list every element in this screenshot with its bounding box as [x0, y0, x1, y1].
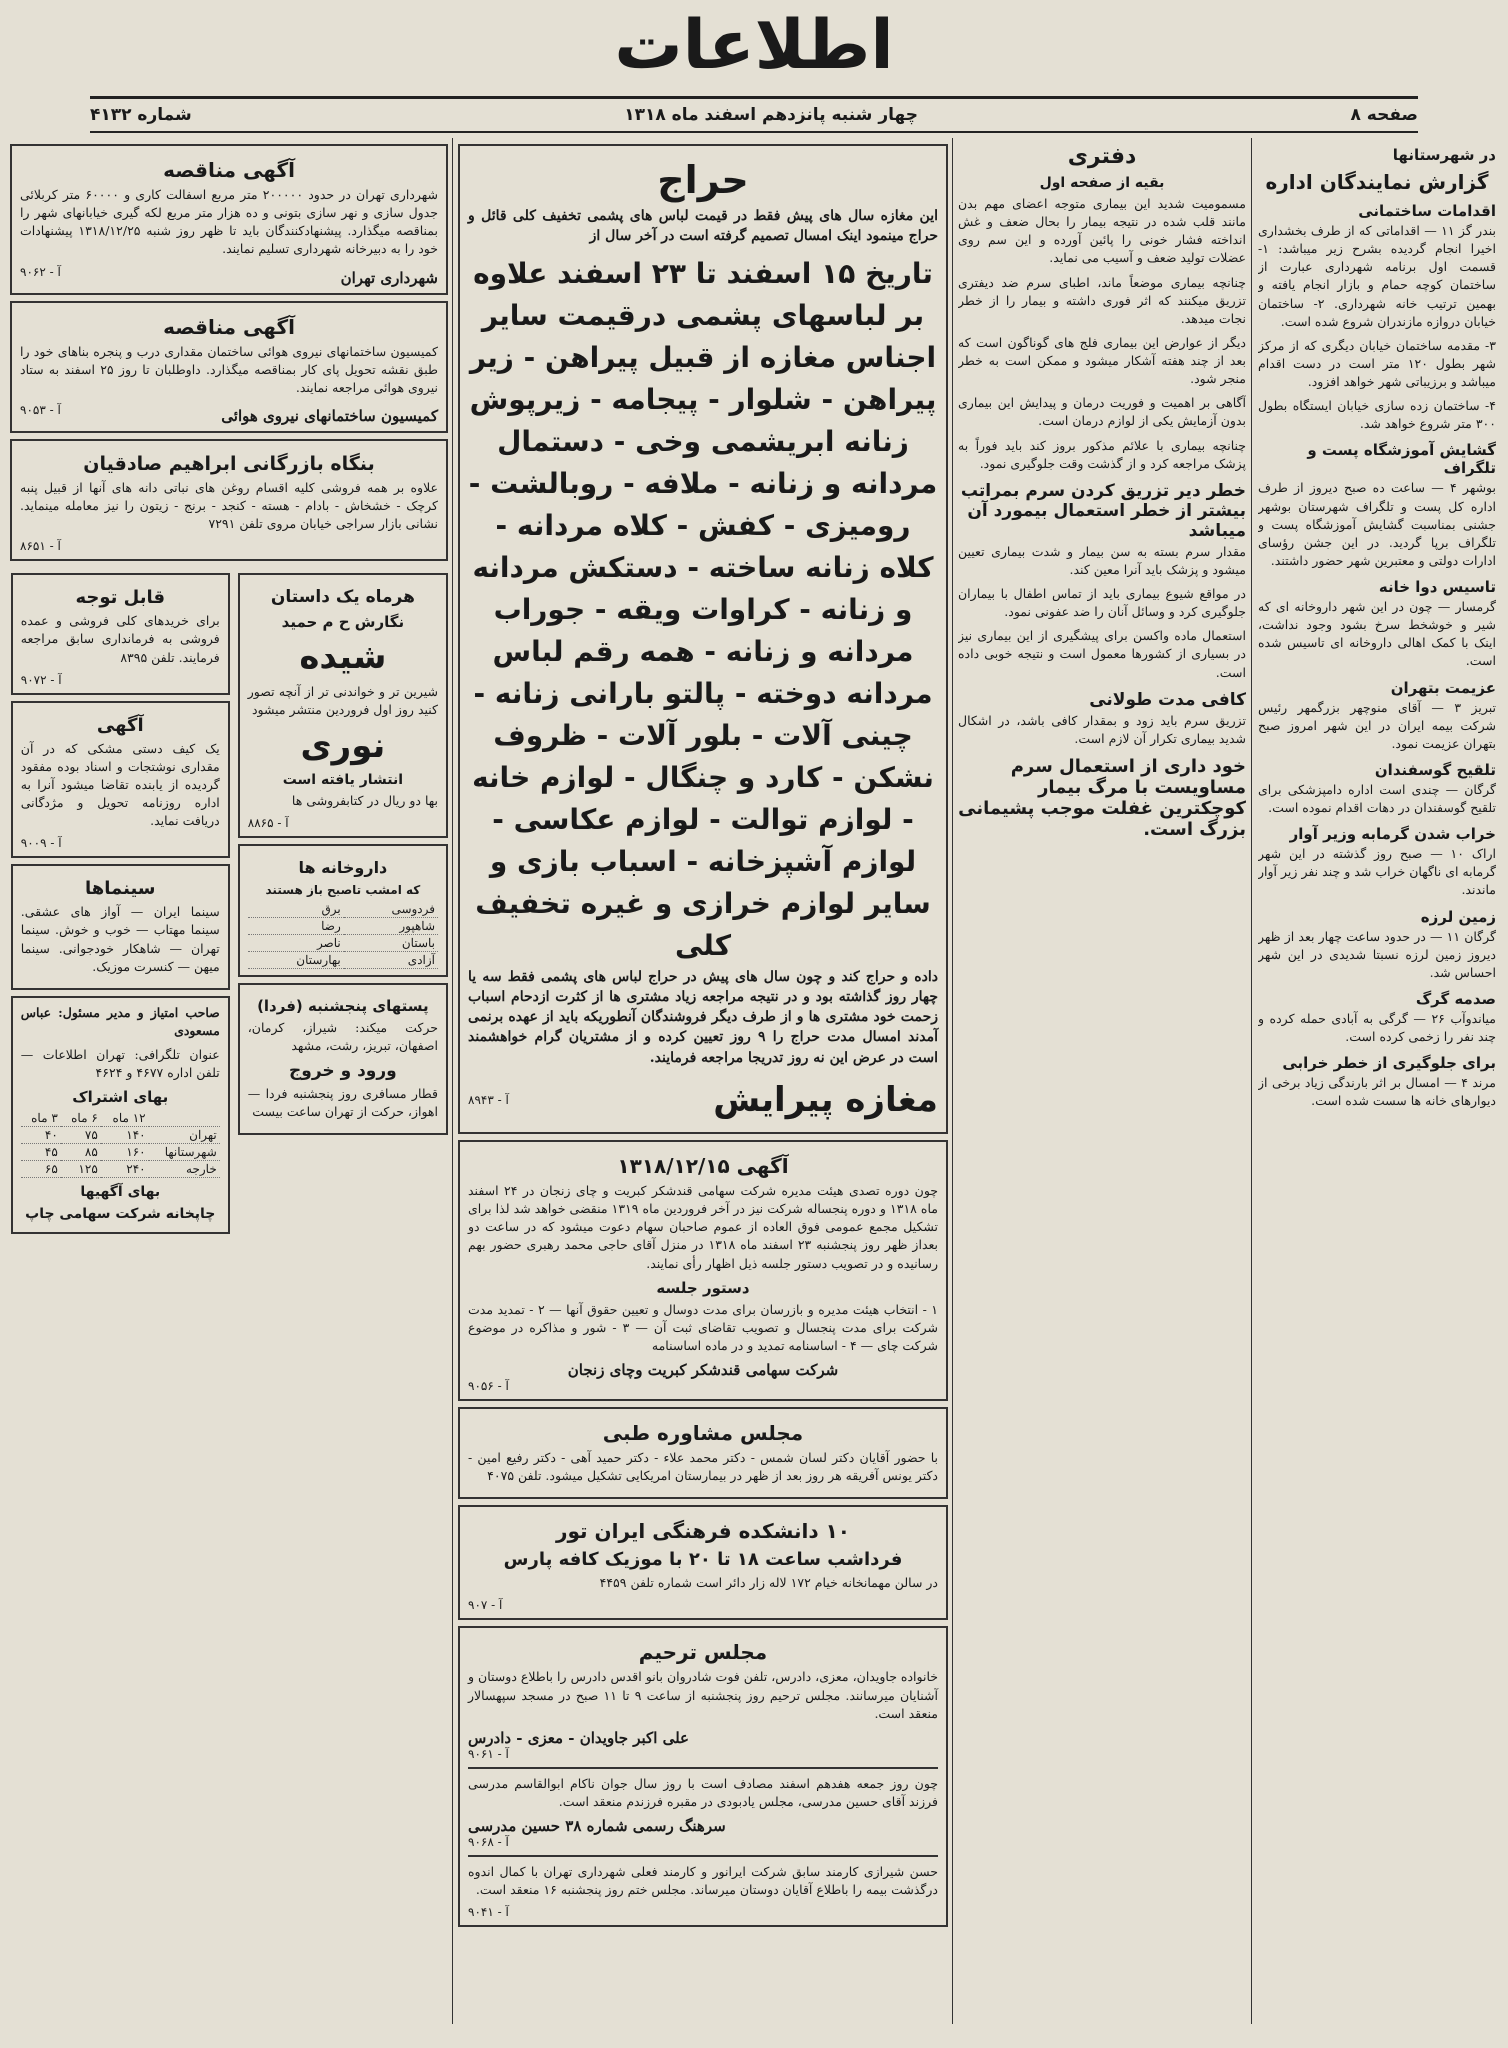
mourning-text: چون روز جمعه هفدهم اسفند مصادف است با روز سال جوان ناکام ابوالقاسم مدرسی فرزند آقای حسین مدرسی، مجلس یادبودی در مقبره فرزندم منعقد است.	[468, 1775, 938, 1809]
dance-title: ۱۰ دانشکده فرهنگی ایران تور	[556, 1519, 850, 1544]
sale-advertisement	[458, 144, 948, 1134]
newspaper-logo: اطلاعات	[614, 6, 894, 85]
column-rule	[952, 138, 953, 2024]
tender-signature: کمیسیون ساختمانهای نیروی هوائی	[221, 406, 438, 425]
book-author: نگارش ح م حمید	[281, 613, 405, 632]
divider	[468, 1855, 938, 1857]
tender-notice-airforce	[10, 301, 448, 433]
mourning-title: مجلس ترحیم	[638, 1640, 768, 1665]
column-rule	[1251, 138, 1252, 2024]
arrivals-text: قطار مسافری روز پنجشنبه فردا — اهواز، حرکت از تهران ساعت بیست	[247, 1085, 438, 1119]
mourning-signature: علی اکبر جاویدان - معزی - دادرس	[468, 1728, 690, 1747]
book-ad	[238, 573, 448, 837]
article-text: مقدار سرم بسته به سن بیمار و شدت بیماری تعیین میشود و پزشک باید آنرا معین کند.	[958, 543, 1246, 577]
table-cell: خارجه	[149, 1161, 220, 1178]
table-header: ۶ ماه	[61, 1110, 101, 1127]
article-text: گرگان ۱۱ — در حدود ساعت چهار بعد از ظهر دیروز زمین لرزه نسبتا شدیدی در این شهر احساس شد.	[1258, 928, 1496, 980]
table-cell: ۴۵	[21, 1144, 61, 1161]
cinema-listings	[11, 864, 230, 990]
tender-text: شهرداری تهران در حدود ۲۰۰۰۰۰ متر مربع اسفالت کاری و ۶۰۰۰۰ متر کربلائی جدول سازی و نهر سازی بتونی و ده هزار متر مربع لکه گیری خیابانهای شهر را بمناقصه میگذارد. پیشنهادکنندگان باید تا ظهر روز شنبه ۱۳۱۸/۱۲/۲۵ پیشنهادات خود را به دبیرخانه شهرداری تسلیم نمایند.	[20, 187, 438, 257]
subheading: خراب شدن گرمابه وزیر آوار	[1289, 825, 1496, 844]
ad-number: آ - ۹۰۵۳	[20, 402, 61, 417]
table-row	[248, 901, 438, 918]
ad-number: آ - ۹۰۶۸	[468, 1835, 509, 1850]
column-diphtheria	[958, 138, 1246, 2024]
medical-text: با حضور آقایان دکتر لسان شمس - دکتر محمد علاء - دکتر حمید آهی - دکتر رفیع امین - دکتر یونس آفریقه هر روز بعد از ظهر در بیمارستان امریکایی تشکیل میشود. تلفن ۴۰۷۵	[468, 1450, 938, 1484]
agenda-title: دستور جلسه	[656, 1278, 750, 1297]
book-desc: شیرین تر و خواندنی تر از آنچه تصور کنید روز اول فروردین منتشر میشود	[247, 684, 438, 718]
printer-name: چاپخانه شرکت سهامی چاپ	[25, 1206, 216, 1223]
article-text: اراک ۱۰ — صبح روز گذشته در این شهر گرمابه ای ناگهان خراب شد و چند نفر زیر آوار ماندند.	[1258, 846, 1496, 898]
table-row	[248, 917, 438, 934]
publisher-name: صاحب امتیاز و مدیر مسئول: عباس مسعودی	[20, 1004, 220, 1038]
pharmacy-name: فردوسی	[344, 901, 438, 918]
mourning-ad	[458, 1626, 948, 1927]
pharmacy-name: شاهپور	[344, 917, 438, 934]
notice-text: برای خریدهای کلی فروشی و عمده فروشی به فرمانداری سابق مراجعه فرمایند. تلفن ۸۳۹۵	[20, 613, 220, 665]
dateline	[90, 96, 1418, 133]
publisher-info	[11, 996, 230, 1235]
dance-time: فرداشب ساعت ۱۸ تا ۲۰ با موزیک کافه پارس	[503, 1549, 903, 1571]
mourning-signature: سرهنگ رسمی شماره ۳۸ حسین مدرسی	[468, 1817, 726, 1836]
article-text: تزریق سرم باید زود و بمقدار کافی باشد، در اشکال شدید بیماری تکرار آن لازم است.	[958, 712, 1246, 746]
subheading: عزیمت بتهران	[1390, 678, 1496, 697]
pharmacy-name: آزادی	[344, 951, 438, 968]
book-published: انتشار یافته است	[282, 771, 404, 788]
pharmacy-name: بهارستان	[248, 951, 344, 968]
article-text: میاندوآب ۲۶ — گرگی به آبادی حمله کرده و چند نفر را زخمی کرده است.	[1258, 1010, 1496, 1044]
subheading: برای جلوگیری از خطر خرابی	[1282, 1054, 1496, 1073]
table-cell: ۶۵	[21, 1161, 61, 1178]
ad-number: آ - ۹۰۷۲	[20, 672, 62, 687]
article-text: تبریز ۳ — آقای منوچهر بزرگمهر رئیس شرکت بیمه ایران در این شهر امروز صبح بتهران عزیمت نمود.	[1258, 699, 1496, 751]
book-title: نوری	[300, 725, 386, 766]
post-text: حرکت میکند: شیراز، کرمان، اصفهان، تبریز، رشت، مشهد	[247, 1019, 438, 1053]
bold-callout: خطر دیر تزریق کردن سرم بمراتب بیشتر از خطر استعمال بیمورد آن میباشد	[960, 480, 1246, 541]
masthead	[0, 0, 1508, 92]
table-header: ۳ ماه	[21, 1110, 61, 1127]
ad-number: آ - ۸۸۶۵	[247, 815, 289, 830]
article-text: گرگان — چندی است اداره دامپزشکی برای تلقیح گوسفندان در دهات اقدام نموده است.	[1258, 781, 1496, 815]
tender-title: آگهی مناقصه	[163, 314, 295, 339]
arrivals-title: ورود و خروج	[289, 1060, 397, 1081]
column-heading: گزارش نمایندگان اداره	[1265, 170, 1489, 194]
table-row	[21, 1110, 220, 1127]
medical-council-ad	[458, 1407, 948, 1499]
article-text: ۴- ساختمان زده سازی خیابان ایستگاه بطول ۳۰۰ متر شروع خواهد شد.	[1258, 398, 1496, 432]
subheading: اقدامات ساختمانی	[1358, 202, 1496, 220]
divider	[468, 1767, 938, 1769]
table-row	[21, 1161, 220, 1178]
ad-number: آ - ۸۶۵۱	[20, 539, 61, 554]
subheading: گشایش آموزشگاه پست و تلگراف	[1307, 441, 1496, 478]
issue-date: چهار شنبه پانزدهم اسفند ماه ۱۳۱۸	[624, 105, 918, 125]
pharmacy-name: ناصر	[248, 934, 344, 951]
pharmacy-name: باستان	[344, 934, 438, 951]
mourning-text: حسن شیرازی کارمند سابق شرکت ایرانور و کارمند فعلی شهرداری تهران با کمال اندوه درگذشت بیمه را باطلاع آقایان دوستان میرساند. مجلس ختم روز پنجشنبه ۱۶ منعقد است.	[468, 1864, 938, 1898]
dance-place: در سالن مهمانخانه خیام ۱۷۲ لاله زار دائر است شماره تلفن ۴۴۵۹	[599, 1575, 938, 1591]
dance-ad	[458, 1505, 948, 1620]
ad-number: آ - ۹۰۶۱	[468, 1746, 509, 1761]
issue-number: شماره ۴۱۳۲	[90, 105, 192, 125]
article-text: آگاهی بر اهمیت و فوریت درمان و پیدایش این بیماری بدون آزمایش یکی از لوازم درمان است.	[958, 395, 1246, 429]
article-text: بوشهر ۴ — ساعت ده صبح دیروز از طرف اداره کل پست و تلگراف شهرستان بوشهر جشنی بمناسبت گشایش آموزشگاه پست و تلگراف برپا گردید. در این جشن رؤسای ادارات دولتی و معتبرین شهر حضور داشتند.	[1258, 480, 1496, 568]
table-cell: تهران	[149, 1127, 220, 1144]
subscription-table	[21, 1110, 220, 1178]
column-ads-left	[10, 138, 448, 2024]
cinema-title: سینماها	[85, 878, 156, 900]
ad-title: آگهی	[96, 714, 144, 736]
medical-title: مجلس مشاوره طبی	[602, 1421, 804, 1446]
tender-text: کمیسیون ساختمانهای نیروی هوائی ساختمان مقداری درب و پنجره بناهای خود را طبق نقشه تحویل پای کار بمناقصه میگذارد. داوطلبان تا روز ۲۵ اسفند به ستاد نیروی هوائی مراجعه نمایند.	[20, 343, 438, 395]
article-text: بندر گز ۱۱ — اقداماتی که از طرف بخشداری اخیرا انجام گردیده بشرح زیر میباشد: ۱- قسمت اول برنامه شهرداری عبارت از ساختمان کوچه حمام و بازار انجام یافته و بهمین ترتیب خانه شهرداری. ۲- ساختمان خیابان دروازه مازندران شروع شده است.	[1258, 223, 1496, 329]
column-provinces	[1258, 138, 1496, 2024]
article-text: استعمال ماده واکسن برای پیشگیری از این بیماری نیز در بسیاری از کشورها معمول است و نتیجه خوبی داده است.	[958, 628, 1246, 680]
section-label: در شهرستانها	[1392, 146, 1496, 164]
shop-name: مغازه پیرایش	[713, 1080, 938, 1121]
article-text: مرند ۴ — امسال بر اثر بارندگی زیاد برخی از دیوارهای خانه ها سست شده است.	[1258, 1075, 1496, 1109]
book-series: هرماه یک داستان	[270, 587, 415, 608]
post-title: پستهای پنجشنبه (فردا)	[257, 996, 429, 1015]
ad-number: آ - ۹۰۵۶	[468, 1379, 509, 1394]
ad-number: آ - ۹۰۷	[468, 1598, 503, 1613]
table-row	[248, 934, 438, 951]
tender-notice-municipality	[10, 144, 448, 295]
ad-text: یک کیف دستی مشکی که در آن مقداری نوشتجات و اسناد بوده مفقود گردیده از یابنده تقاضا میشود آنرا به اداره روزنامه تحویل و مژدگانی دریافت نماید.	[20, 740, 220, 829]
lost-item-ad	[11, 701, 230, 859]
bold-callout: کافی مدت طولانی	[1089, 689, 1246, 710]
sale-intro: این مغازه سال های پیش فقط در قیمت لباس های پشمی تخفیف کلی قائل و حراج مینمود اینک امسال تصمیم گرفته است در آخر سال از	[468, 208, 938, 245]
mourning-text: خانواده جاویدان، معزی، دادرس، تلفن فوت شادروان بانو اقدس دادرس را باطلاع دوستان و آشنایان میرسانند. مجلس ترحیم روز پنجشنبه از ساعت ۹ تا ۱۱ صبح در مسجد سپهسالار منعقد است.	[468, 1669, 938, 1721]
pharmacy-subtitle: که امشب تاصبح باز هستند	[265, 882, 421, 897]
notice-title: قابل توجه	[75, 587, 166, 609]
article-text: چنانچه بیماری موضعاً ماند، اطبای سرم ضد دیفتری تزریق میکنند که اثر فوری داشته و بیمار را از خطر نجات میدهد.	[958, 274, 1246, 326]
table-cell: ۱۲۵	[61, 1161, 101, 1178]
trade-text: علاوه بر همه فروشی کلیه اقسام روغن های نباتی دانه های آنها از قبیل پنبه کرچک - خشخاش - بادام - هسته - کنجد - برنج - زیتون را نیز معامله مینماید. نشانی بازار سراجی خیابان مروی تلفن ۷۲۹۱	[20, 479, 438, 532]
pharmacy-table	[248, 901, 438, 969]
page-number: صفحه ۸	[1350, 105, 1418, 125]
article-text: چنانچه بیماری با علائم مذکور بروز کند باید فوراً به پزشک مراجعه کرد و از گذشت وقت جلوگیری نمود.	[958, 437, 1246, 471]
pharmacy-list	[238, 844, 448, 977]
table-cell: ۷۵	[61, 1127, 101, 1144]
agenda-text: ۱ - انتخاب هیئت مدیره و بازرسان برای مدت دوسال و تعیین حقوق آنها — ۲ - تمدید مدت شرکت برای مدت پنجسال و تصویب تقاضای ثبت آن — ۳ - شور و مذاکره در موضوع شرکت چای — ۴ - اساسنامه تمدید و در ماده اساسنامه	[468, 1301, 938, 1353]
table-row	[248, 951, 438, 968]
book-price: بها دو ریال در کتابفروشی ها	[291, 792, 438, 808]
article-text: مسمومیت شدید این بیماری متوجه اعضای مهم بدن مانند قلب شده در نتیجه بیمار را بحال ضعف و غش انداخته فشار خونی را پائین آورده و این سم روی عضلات تولید ضعف و آسیب می نماید.	[958, 196, 1246, 266]
book-title: شیده	[299, 637, 387, 678]
sale-outro: داده و حراج کند و چون سال های پیش در حراج لباس های پشمی فقط سه یا چهار روز گذاشته بود و در نتیجه مراجعه زیاد مشتری ها از کثرت ازدحام اسباب زحمت خود مشتری ها و از طرف دیگر فروشندگان آنطوریکه باید از عهده برنمی آمدند امسال مدت حراج را ۹ روز تعیین کرده و از مشتریان گرام خواهشمند است در عرض این نه روز تدریجا مراجعه فرمایند.	[468, 968, 938, 1066]
ad-number: آ - ۸۹۴۳	[468, 1093, 509, 1108]
trade-ad	[10, 439, 448, 561]
sale-heading: حراج	[657, 158, 749, 202]
tender-title: آگهی مناقصه	[163, 158, 295, 182]
tender-signature: شهرداری تهران	[340, 268, 438, 287]
table-row	[21, 1127, 220, 1144]
article-text: دیگر از عوارض این بیماری فلج های گوناگون است که بعد از چند هفته آشکار میشود و ممکن است به خطر منجر شود.	[958, 334, 1246, 387]
column-ads-center	[458, 138, 948, 2024]
cinema-text: سینما ایران — آواز های عشقی. سینما مهتاب — خوب و خوش. سینما تهران — شاهکار خودجوانی. سینما میهن — کنسرت موزیک.	[20, 904, 220, 974]
table-cell: ۸۵	[61, 1144, 101, 1161]
ad-number: آ - ۹۰۴۱	[468, 1905, 509, 1920]
subheading: تاسیس دوا خانه	[1378, 578, 1496, 596]
subscription-title: بهای اشتراک	[72, 1088, 169, 1107]
ad-number: آ - ۹۰۰۹	[20, 836, 62, 851]
table-cell: ۲۴۰	[101, 1161, 149, 1178]
table-header	[149, 1110, 220, 1127]
article-title: دفتری	[1067, 144, 1137, 169]
sale-items: تاریخ ۱۵ اسفند تا ۲۳ اسفند علاوه بر لباسهای پشمی درقیمت سایر اجناس مغازه از قبیل پیراهن - زیر پیراهن - شلوار - پیجامه - زیرپوش زنانه ابریشمی وخی - دستمال مردانه و زنانه - ملافه - روبالشت - رومیزی - کفش - کلاه مردانه - کلاه زنانه ساخته - دستکش مردانه و زنانه - کراوات ویقه - جوراب مردانه و زنانه - همه رقم لباس مردانه دوخته - پالتو بارانی زنانه - چینی آلات - بلور آلات - ظروف نشکن - کارد و چنگال - لوازم خانه - لوازم توالت - لوازم عکاسی - لوازم آشپزخانه - اسباب بازی و سایر لوازم خرازی و غیره تخفیف کلی	[468, 256, 938, 962]
subheading: تلقیح گوسفندان	[1374, 760, 1496, 779]
table-cell: ۱۶۰	[101, 1144, 149, 1161]
post-schedule	[238, 983, 448, 1136]
subheading: صدمه گرگ	[1415, 989, 1496, 1008]
pharmacy-name: رضا	[248, 917, 344, 934]
table-cell: ۴۰	[21, 1127, 61, 1144]
continued-note: بقیه از صفحه اول	[1039, 175, 1165, 191]
notice-text: چون دوره تصدی هیئت مدیره شرکت سهامی قندشکر کبریت و چای زنجان در ۲۴ اسفند ماه ۱۳۱۸ و دوره پنجساله شرکت نیز در آخر فروردین ماه ۱۳۱۹ منقضی خواهد شد لذا برای تشکیل مجمع عمومی فوق العاده از عموم صاحبان سهام دعوت میشود که در ساعت دو بعداز ظهر روز پنجشنبه ۲۳ اسفند ماه ۱۳۱۸ در منزل آقای حاجی محمد رهبری حضور بهم رسانیده و در تصویب دستور جلسه ذیل اظهار رأی نمایند.	[468, 1183, 939, 1271]
article-text: در مواقع شیوع بیماری باید از تماس اطفال با بیماران جلوگیری کرد و وسائل آنان را ضد عفونی نمود.	[958, 586, 1246, 620]
notice-ad	[11, 573, 230, 694]
pharmacy-name: برق	[248, 901, 344, 918]
ad-number: آ - ۹۰۶۲	[20, 264, 61, 279]
company-notice	[458, 1140, 948, 1401]
publisher-contact: عنوان تلگرافی: تهران اطلاعات — تلفن اداره ۴۶۷۷ و ۴۶۲۴	[20, 1047, 220, 1081]
column-rule	[452, 138, 453, 2024]
article-text: گرمسار — چون در این شهر داروخانه ای که شیر و خوشخط سرخ بشود وجود نداشت، اینک با کمک اهالی داروخانه ای تاسیس شده است.	[1258, 599, 1496, 669]
table-header: ۱۲ ماه	[101, 1110, 149, 1127]
trade-title: بنگاه بازرگانی ابراهیم صادقیان	[83, 452, 375, 475]
bold-callout: خود داری از استعمال سرم مساویست با مرگ بیمار کوچکترین غفلت موجب پشیمانی بزرگ است.	[958, 755, 1246, 840]
notice-title: آگهی ۱۳۱۸/۱۲/۱۵	[617, 1154, 789, 1179]
table-row	[21, 1144, 220, 1161]
notice-signature: شرکت سهامی قندشکر کبریت وچای زنجان	[567, 1361, 839, 1380]
pharmacy-title: داروخانه ها	[298, 857, 388, 877]
article-text: ۳- مقدمه ساختمان خیابان دیگری که از مرکز شهر بطول ۱۲۰ متر است در دست اقدام میباشد و برزیباتی شهر خواهد افزود.	[1258, 337, 1496, 389]
ad-prices-title: بهای آگهیها	[80, 1184, 161, 1201]
subheading: زمین لرزه	[1420, 907, 1496, 926]
table-cell: شهرستانها	[149, 1144, 220, 1161]
table-cell: ۱۴۰	[101, 1127, 149, 1144]
